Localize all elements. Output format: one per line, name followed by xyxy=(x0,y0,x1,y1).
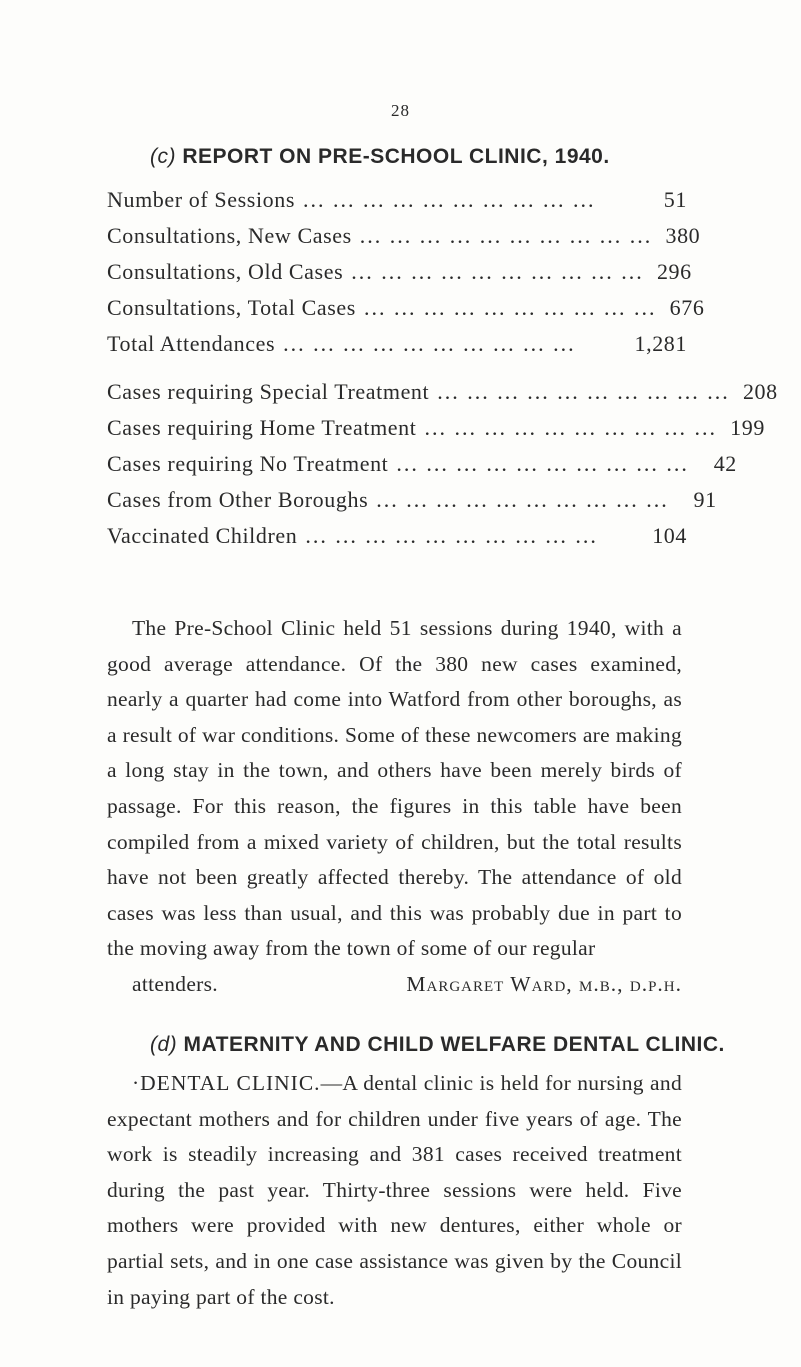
stat-row: Consultations, New Cases ... ... ... ... ... ... ... ... ... ... 380 xyxy=(107,223,701,248)
section-c-heading xyxy=(150,145,610,169)
stat-label: Consultations, New Cases xyxy=(107,223,352,248)
stat-value: 296 xyxy=(656,259,692,284)
signature-line xyxy=(107,967,682,1003)
stat-label: Consultations, Total Cases xyxy=(107,295,356,320)
stat-label: Cases requiring Home Treatment xyxy=(107,415,417,440)
report-text-end: attenders. xyxy=(132,971,218,996)
stat-row: Cases requiring Home Treatment ... ... ... ... ... ... ... ... ... ... 199 xyxy=(107,415,765,440)
section-d-heading xyxy=(150,1033,725,1057)
dental-clinic-lead: ·DENTAL CLINIC. xyxy=(132,1071,321,1095)
page-number: 28 xyxy=(391,101,410,120)
dental-clinic-paragraph xyxy=(107,1066,682,1315)
stat-label: Total Attendances xyxy=(107,331,276,356)
stat-value: 208 xyxy=(742,379,778,404)
stat-label: Consultations, Old Cases xyxy=(107,259,344,284)
stat-label: Cases from Other Boroughs xyxy=(107,487,369,512)
stat-row: Number of Sessions ... ... ... ... ... ... ... ... ... ... 51 xyxy=(107,187,687,212)
stat-value: 676 xyxy=(669,295,705,320)
section-c-letter: (c) xyxy=(150,145,176,168)
stat-row: Vaccinated Children ... ... ... ... ... ... ... ... ... ... 104 xyxy=(107,523,687,548)
stat-value: 51 xyxy=(663,187,687,212)
stat-row: Cases requiring Special Treatment ... ... ... ... ... ... ... ... ... ... 208 xyxy=(107,379,778,404)
stat-row: Total Attendances ... ... ... ... ... ... ... ... ... ... 1,281 xyxy=(107,331,687,356)
section-c-title: REPORT ON PRE-SCHOOL CLINIC, 1940. xyxy=(182,145,610,168)
section-d-title: MATERNITY AND CHILD WELFARE DENTAL CLINIC. xyxy=(183,1033,725,1056)
signature: Margaret Ward, m.b., d.p.h. xyxy=(406,971,682,996)
stat-value: 42 xyxy=(713,451,737,476)
report-text: The Pre-School Clinic held 51 sessions during 1940, with a good average attendance. Of the 380 new cases examined, nearly a quarter had come into Watford from other boroughs, as a result of war conditions. Some of these newcomers are making a long stay in the town, and others have been merely birds of passage. For this reason, the figures in this table have been compiled from a mixed variety of children, but the total results have not been greatly affected thereby. The attendance of old cases was less than usual, and this was probably due in part to the moving away from the town of some of our regular xyxy=(107,616,682,961)
stat-label: Vaccinated Children xyxy=(107,523,298,548)
clinic-statistics-table xyxy=(107,187,778,559)
stat-row: Cases from Other Boroughs ... ... ... ... ... ... ... ... ... ... 91 xyxy=(107,487,717,512)
stat-value: 91 xyxy=(693,487,717,512)
stat-label: Cases requiring No Treatment xyxy=(107,451,389,476)
stat-value: 199 xyxy=(730,415,765,440)
stat-value: 380 xyxy=(665,223,701,248)
section-d-letter: (d) xyxy=(150,1033,178,1056)
stat-label: Cases requiring Special Treatment xyxy=(107,379,430,404)
stat-value: 1,281 xyxy=(634,331,687,356)
dental-clinic-text: —A dental clinic is held for nursing and expectant mothers and for children under five years of age. The work is steadily increasing and 381 cases received treatment during the past year. Thirty-three sessions were held. Five mothers were provided with new dentures, either whole or partial sets, and in one case assistance was given by the Council in paying part of the cost. xyxy=(107,1071,682,1309)
pre-school-clinic-report-paragraph xyxy=(107,611,682,1003)
stat-row: Consultations, Total Cases ... ... ... ... ... ... ... ... ... ... 676 xyxy=(107,295,705,320)
stat-value: 104 xyxy=(652,523,687,548)
stat-row: Consultations, Old Cases ... ... ... ... ... ... ... ... ... ... 296 xyxy=(107,259,692,284)
stat-label: Number of Sessions xyxy=(107,187,296,212)
stat-row: Cases requiring No Treatment ... ... ... ... ... ... ... ... ... ... 42 xyxy=(107,451,737,476)
